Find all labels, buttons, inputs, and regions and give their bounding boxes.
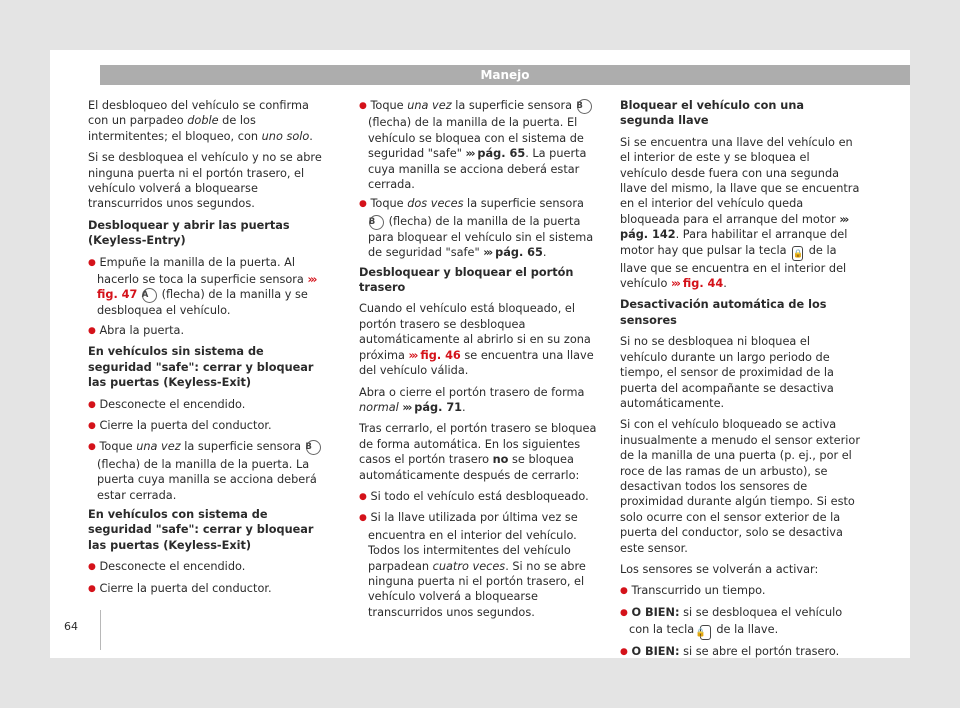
bullet-item: ● O BIEN: si se abre el portón trasero. xyxy=(620,644,860,661)
figure-link[interactable]: fig. 46 xyxy=(416,348,461,362)
bullet-icon xyxy=(88,584,96,594)
paragraph: Si no se desbloquea ni bloquea el vehículo durante un largo periodo de tiempo, el sensor de proximidad de la puerta del acompañante se desactiva automáticamente. xyxy=(620,335,834,410)
section-heading: Desactivación automática de los sensores xyxy=(620,298,827,327)
bullet-item: ● Toque una vez la superficie sensora B (flecha) de la manilla de la puerta. La puerta cuya manilla se acciona deberá estar cerrada. xyxy=(88,439,326,503)
bullet-icon xyxy=(620,586,628,596)
bullet-item: ● O BIEN: si se desbloquea el vehículo con la tecla 🔒 de la llave. xyxy=(620,605,860,640)
bullet-item: ● Desconecte el encendido. xyxy=(88,559,326,576)
page-link[interactable]: pág. 142 xyxy=(620,228,676,242)
page-number: 64 xyxy=(64,620,78,633)
section-heading: Desbloquear y bloquear el portón trasero xyxy=(359,265,574,295)
bullet-icon xyxy=(88,421,96,431)
paragraph: Tras cerrarlo, el portón trasero se bloquea de forma automática. En los siguientes casos el portón trasero no se bloquea automáticamente después de cerrarlo: xyxy=(359,422,597,482)
bullet-item: ● Toque una vez la superficie sensora B (flecha) de la manilla de la puerta. El vehículo se bloquea con el sistema de seguridad "safe" ››› pág. 65. La puerta cuya manilla se acciona deberá estar cerrada. xyxy=(359,98,599,192)
label-b-badge: B xyxy=(306,440,321,455)
label-b-badge: B xyxy=(577,99,592,114)
bullet-item: ● Desconecte el encendido. xyxy=(88,397,326,414)
bullet-icon xyxy=(359,492,367,502)
padlock-key-icon: 🔒 xyxy=(792,246,803,261)
bullet-item: ● Transcurrido un tiempo. xyxy=(620,583,860,600)
paragraph: Si se encuentra una llave del vehículo en el interior de este y se bloquea el vehículo desde fuera con una segunda llave del mismo, la llave que se encuentra en el interior del vehículo queda bloqueada para el arranque del motor ››› pág. 142. Para habilitar el arranque del motor hay que pulsar la tecla 🔒 de la llave que se encuentra en el interior del vehículo ››› fig. 44. xyxy=(620,135,860,291)
bullet-icon xyxy=(88,400,96,410)
section-heading: En vehículos con sistema de seguridad "safe": cerrar y bloquear las puertas (Keyless-Exit) xyxy=(88,507,314,552)
bullet-icon xyxy=(620,647,628,657)
section-heading: Bloquear el vehículo con una segunda llave xyxy=(620,99,805,128)
bullet-icon xyxy=(88,326,96,336)
bullet-item: ● Toque dos veces la superficie sensora B (flecha) de la manilla de la puerta para bloquear el vehículo sin el sistema de seguridad "safe" ››› pág. 65. xyxy=(359,196,599,260)
paragraph: Si con el vehículo bloqueado se activa inusualmente a menudo el sensor exterior de la manilla de una puerta (p. ej., por el roce de las ramas de un arbusto), se desactivan todos los sensores de proximidad durante algún tiempo. Si esto solo ocurre con el sensor exterior de la puerta del conductor, solo se desactiva este sensor. xyxy=(620,418,860,555)
paragraph: Los sensores se volverán a activar: xyxy=(620,562,819,576)
page-number-divider xyxy=(100,610,101,650)
figure-link[interactable]: fig. 47 xyxy=(97,288,138,302)
bullet-item: ● Empuñe la manilla de la puerta. Al hacerlo se toca la superficie sensora ››› fig. 47 A (flecha) de la manilla y se desbloquea el vehículo. xyxy=(88,255,326,319)
bullet-item: ● Cierre la puerta del conductor. xyxy=(88,418,326,435)
paragraph: Cuando el vehículo está bloqueado, el portón trasero se desbloquea automáticamente al abrirlo si en su zona próxima ››› fig. 46 se encuentra una llave del vehículo válida. xyxy=(359,302,594,378)
bullet-item: ● Si la llave utilizada por última vez se encuentra en el interior del vehículo. Todos los intermitentes del vehículo parpadean cuatro veces. Si no se abre ninguna puerta ni el portón trasero, el vehículo volverá a bloquearse transcurridos unos segundos. xyxy=(359,510,599,620)
paragraph: El desbloqueo del vehículo se confirma con un parpadeo doble de los intermitentes; el bloqueo, con uno solo. xyxy=(88,99,313,143)
column-3 xyxy=(620,98,860,666)
bullet-item: ● Abra la puerta. xyxy=(88,323,326,340)
manual-page xyxy=(50,50,910,658)
section-heading: En vehículos sin sistema de seguridad "safe": cerrar y bloquear las puertas (Keyless-Exit) xyxy=(88,345,314,390)
column-2 xyxy=(359,98,599,624)
bullet-icon xyxy=(88,442,96,452)
bullet-icon xyxy=(359,101,367,111)
label-b-badge: B xyxy=(369,215,384,230)
bullet-icon xyxy=(88,562,96,572)
bullet-item: ● Cierre la puerta del conductor. xyxy=(88,581,326,598)
bullet-icon xyxy=(359,199,367,209)
section-heading: Desbloquear y abrir las puertas (Keyless-Entry) xyxy=(88,218,290,248)
bullet-icon xyxy=(88,258,96,268)
section-header: Manejo xyxy=(100,65,910,85)
page-link[interactable]: pág. 65 xyxy=(491,246,543,260)
paragraph: Si se desbloquea el vehículo y no se abre ninguna puerta ni el portón trasero, el vehículo volverá a bloquearse transcurridos unos segundos. xyxy=(88,151,322,211)
figure-link[interactable]: fig. 44 xyxy=(678,277,724,291)
bullet-item: ● Si todo el vehículo está desbloqueado. xyxy=(359,489,599,506)
page-link[interactable]: pág. 71 xyxy=(410,400,463,414)
bullet-icon xyxy=(359,513,367,523)
bullet-icon xyxy=(620,608,628,618)
column-1 xyxy=(88,98,326,602)
padlock-key-icon: 🔒 xyxy=(700,625,711,640)
page-link[interactable]: pág. 65 xyxy=(473,147,526,161)
paragraph: Abra o cierre el portón trasero de forma normal ››› pág. 71. xyxy=(359,385,585,414)
label-a-badge: A xyxy=(142,288,157,303)
